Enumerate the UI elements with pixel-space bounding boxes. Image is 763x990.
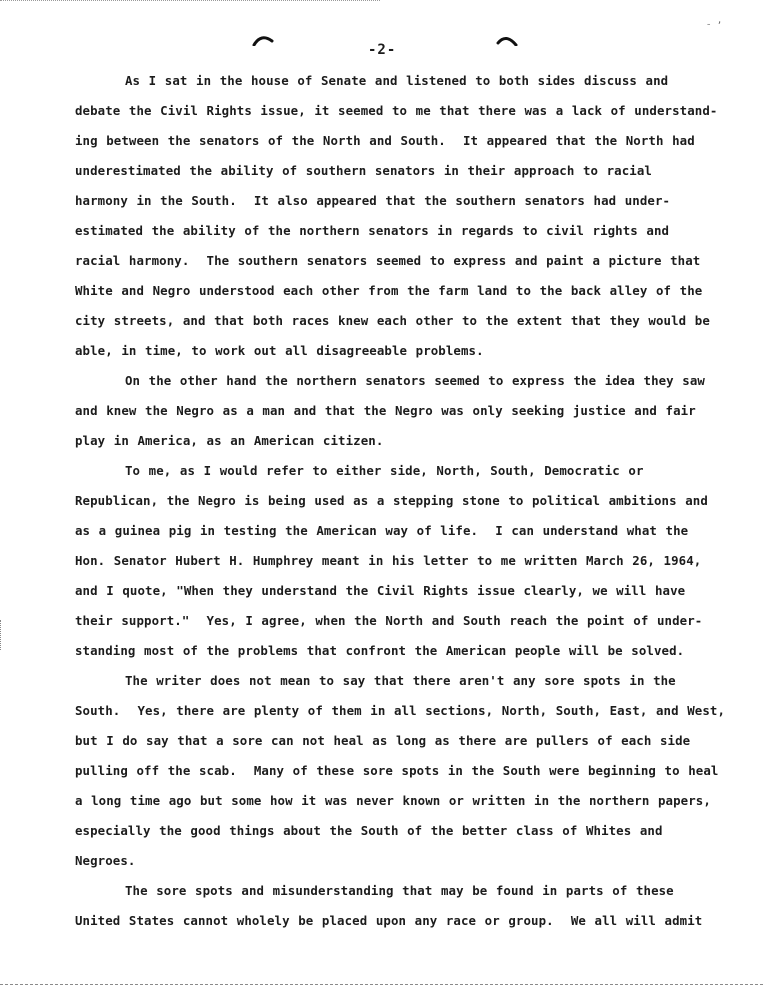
text-line: Hon. Senator Hubert H. Humphrey meant in his letter to me written March 26, 1964,: [75, 553, 702, 568]
text-line: estimated the ability of the northern senators in regards to civil rights and: [75, 223, 670, 238]
text-line: On the other hand the northern senators seemed to express the idea they saw: [125, 373, 705, 388]
text-line: Republican, the Negro is being used as a stepping stone to political ambitions and: [75, 493, 708, 508]
text-line: The sore spots and misunderstanding that may be found in parts of these: [125, 883, 674, 898]
text-line: harmony in the South. It also appeared that the southern senators had under-: [75, 193, 671, 208]
text-line: and knew the Negro as a man and that the Negro was only seeking justice and fair: [75, 403, 696, 418]
text-line: South. Yes, there are plenty of them in all sections, North, South, East, and West,: [75, 703, 726, 718]
text-line: As I sat in the house of Senate and listened to both sides discuss and: [125, 73, 669, 88]
text-line: United States cannot wholely be placed upon any race or group. We all will admit: [75, 913, 703, 928]
text-line: pulling off the scab. Many of these sore spots in the South were beginning to heal: [75, 763, 719, 778]
scan-edge-top: [0, 0, 380, 3]
text-line: racial harmony. The southern senators seemed to express and paint a picture that: [75, 253, 701, 268]
text-line: especially the good things about the South of the better class of Whites and: [75, 823, 663, 838]
binder-mark-left-icon: [252, 34, 274, 46]
binder-mark-right-icon: [496, 34, 518, 46]
text-line: able, in time, to work out all disagreeable problems.: [75, 343, 484, 358]
text-line: a long time ago but some how it was never known or written in the northern papers,: [75, 793, 711, 808]
text-line: ing between the senators of the North and South. It appeared that the North had: [75, 133, 695, 148]
text-line: White and Negro understood each other from the farm land to the back alley of the: [75, 283, 703, 298]
text-line: their support." Yes, I agree, when the North and South reach the point of under-: [75, 613, 703, 628]
text-line: city streets, and that both races knew each other to the extent that they would be: [75, 313, 710, 328]
text-line: To me, as I would refer to either side, North, South, Democratic or: [125, 463, 644, 478]
text-line: The writer does not mean to say that there aren't any sore spots in the: [125, 673, 676, 688]
text-line: but I do say that a sore can not heal as long as there are pullers of each side: [75, 733, 691, 748]
text-line: underestimated the ability of southern senators in their approach to racial: [75, 163, 652, 178]
page-number: -2-: [368, 42, 397, 58]
scan-edge-left: [0, 620, 4, 650]
scan-speck: ˍ ,: [706, 16, 723, 26]
scan-edge-bottom: [0, 984, 763, 987]
text-line: debate the Civil Rights issue, it seemed to me that there was a lack of understand-: [75, 103, 718, 118]
text-line: Negroes.: [75, 853, 136, 868]
letter-body: [75, 66, 726, 936]
text-line: play in America, as an American citizen.: [75, 433, 384, 448]
text-line: and I quote, "When they understand the Civil Rights issue clearly, we will have: [75, 583, 686, 598]
text-line: standing most of the problems that confront the American people will be solved.: [75, 643, 685, 658]
text-line: as a guinea pig in testing the American way of life. I can understand what the: [75, 523, 689, 538]
